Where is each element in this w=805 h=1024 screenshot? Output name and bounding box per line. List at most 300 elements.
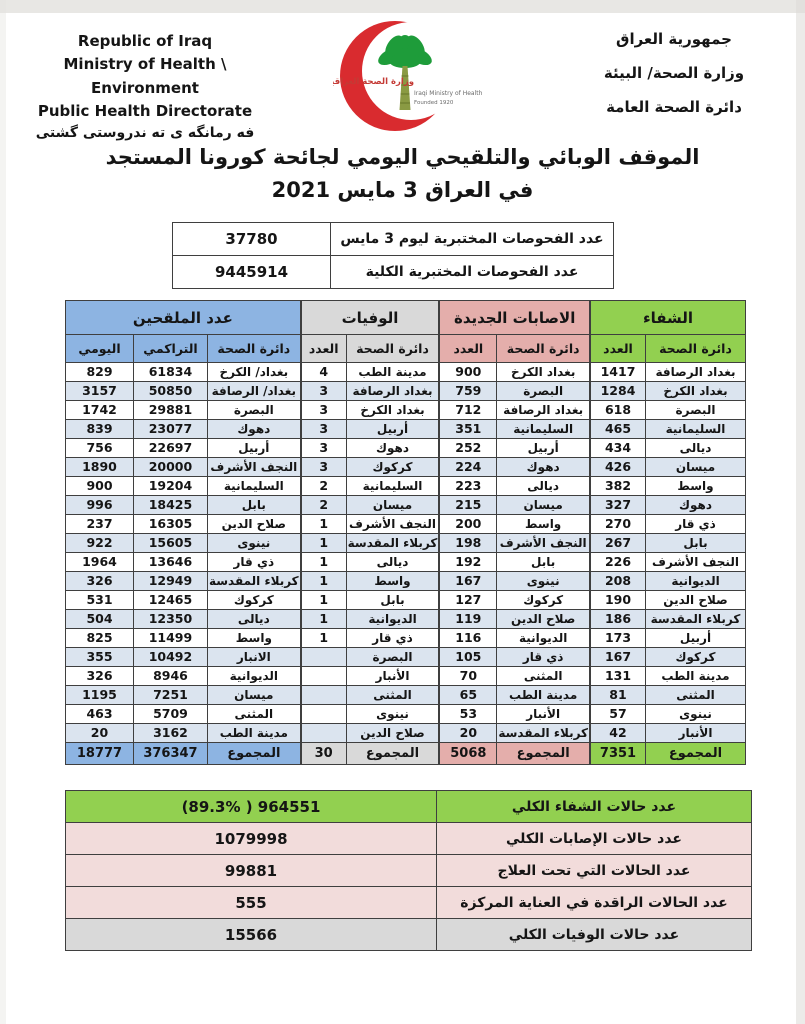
table-cell: 70 <box>440 667 497 686</box>
column-header-row <box>591 335 746 363</box>
table-row <box>591 515 746 534</box>
table-row <box>591 363 746 382</box>
logo-founded-text: Founded 1920 <box>414 100 454 106</box>
table-row <box>301 439 439 458</box>
daily-tests-value: 37780 <box>173 223 331 256</box>
table-row <box>301 572 439 591</box>
table-row <box>440 705 590 724</box>
table-cell: 7251 <box>133 686 207 705</box>
total-cell: 7351 <box>591 743 646 765</box>
table-row <box>173 223 614 256</box>
table-cell: واسط <box>646 477 746 496</box>
total-cell: 30 <box>301 743 346 765</box>
table-cell: دهوك <box>497 458 590 477</box>
table-cell: بابل <box>497 553 590 572</box>
header-arabic <box>585 30 763 132</box>
table-cell: صلاح الدين <box>346 724 439 743</box>
header-arabic-line1: جمهورية العراق <box>616 30 732 48</box>
table-row <box>440 553 590 572</box>
table-cell: 4 <box>301 363 346 382</box>
table-cell: 192 <box>440 553 497 572</box>
table-row <box>66 648 301 667</box>
table-cell: الأنبار <box>346 667 439 686</box>
table-row <box>301 648 439 667</box>
table-row <box>440 629 590 648</box>
summary-table <box>65 790 752 951</box>
table-cell: 759 <box>440 382 497 401</box>
table-row <box>591 420 746 439</box>
total-cell: 376347 <box>133 743 207 765</box>
table-cell: بغداد الرصافة <box>497 401 590 420</box>
table-cell: البصرة <box>207 401 300 420</box>
table-row <box>301 705 439 724</box>
table-cell: 1 <box>301 572 346 591</box>
table-cell: 252 <box>440 439 497 458</box>
column-header-row <box>66 335 301 363</box>
logo-arabic-text: وزارة الصحة العراقية <box>333 77 414 87</box>
table-cell: الأنبار <box>497 705 590 724</box>
table-cell: نينوى <box>646 705 746 724</box>
column-header: اليومي <box>66 335 134 363</box>
table-cell: نينوى <box>497 572 590 591</box>
table-cell: كركوك <box>207 591 300 610</box>
deaths-table-body <box>301 363 439 743</box>
table-cell: واسط <box>346 572 439 591</box>
table-row <box>301 629 439 648</box>
table-row <box>301 515 439 534</box>
governorate-tables <box>65 300 746 765</box>
table-cell: 996 <box>66 496 134 515</box>
total-row <box>591 743 746 765</box>
table-row <box>66 496 301 515</box>
table-row <box>440 610 590 629</box>
table-cell: 829 <box>66 363 134 382</box>
new-cases-table-body <box>440 363 590 743</box>
table-cell: 167 <box>591 648 646 667</box>
table-cell: 19204 <box>133 477 207 496</box>
table-cell: ذي قار <box>346 629 439 648</box>
table-cell: ميسان <box>346 496 439 515</box>
table-cell: دهوك <box>207 420 300 439</box>
table-cell: 531 <box>66 591 134 610</box>
table-cell: الديوانية <box>497 629 590 648</box>
table-cell: 426 <box>591 458 646 477</box>
table-cell: صلاح الدين <box>646 591 746 610</box>
table-row <box>66 705 301 724</box>
table-cell: ميسان <box>207 686 300 705</box>
summary-row-total-deaths <box>66 919 752 951</box>
table-cell: 1890 <box>66 458 134 477</box>
table-cell: أربيل <box>646 629 746 648</box>
table-cell: 116 <box>440 629 497 648</box>
table-cell: 10492 <box>133 648 207 667</box>
lab-tests-table <box>172 222 614 289</box>
table-row <box>440 572 590 591</box>
crescent-palm-logo-icon <box>333 14 491 142</box>
table-cell: 326 <box>66 667 134 686</box>
table-row <box>440 534 590 553</box>
table-cell: 3 <box>301 458 346 477</box>
table-cell: 1 <box>301 591 346 610</box>
icu-cases-label: عدد الحالات الراقدة في العناية المركزة <box>437 887 752 919</box>
table-row <box>591 724 746 743</box>
table-row <box>66 591 301 610</box>
table-cell: النجف الأشرف <box>346 515 439 534</box>
table-row <box>440 591 590 610</box>
total-cell: المجموع <box>497 743 590 765</box>
table-cell: مدينة الطب <box>497 686 590 705</box>
table-row <box>66 724 301 743</box>
header-english <box>26 30 264 145</box>
summary-row-icu <box>66 887 752 919</box>
table-cell: 65 <box>440 686 497 705</box>
table-cell: السليمانية <box>207 477 300 496</box>
table-row <box>301 686 439 705</box>
table-cell: مدينة الطب <box>346 363 439 382</box>
table-cell: بغداد الكرخ <box>497 363 590 382</box>
table-row <box>591 667 746 686</box>
column-header-row <box>440 335 590 363</box>
table-cell: 23077 <box>133 420 207 439</box>
deaths-table-title: الوفيات <box>301 301 439 335</box>
table-cell: مدينة الطب <box>207 724 300 743</box>
table-row <box>301 382 439 401</box>
table-row <box>66 439 301 458</box>
table-cell: البصرة <box>497 382 590 401</box>
table-row <box>591 496 746 515</box>
total-cases-label: عدد حالات الإصابات الكلي <box>437 823 752 855</box>
table-row <box>440 667 590 686</box>
table-cell: بابل <box>207 496 300 515</box>
table-cell: 226 <box>591 553 646 572</box>
table-cell: الديوانية <box>646 572 746 591</box>
table-row <box>66 553 301 572</box>
table-cell: 20 <box>440 724 497 743</box>
table-cell: 465 <box>591 420 646 439</box>
ministry-logo <box>333 14 491 146</box>
table-cell: 50850 <box>133 382 207 401</box>
table-cell: 900 <box>66 477 134 496</box>
table-cell: البصرة <box>646 401 746 420</box>
table-cell: أربيل <box>346 420 439 439</box>
table-cell: المثنى <box>646 686 746 705</box>
table-cell: 29881 <box>133 401 207 420</box>
table-cell: 215 <box>440 496 497 515</box>
table-cell: كركوك <box>346 458 439 477</box>
table-row <box>591 401 746 420</box>
table-row <box>440 648 590 667</box>
header-arabic-line3: دائرة الصحة العامة <box>606 98 742 116</box>
total-cell: المجموع <box>646 743 746 765</box>
table-cell: كركوك <box>646 648 746 667</box>
table-row <box>301 591 439 610</box>
table-cell: 2 <box>301 477 346 496</box>
table-cell: بغداد الكرخ <box>346 401 439 420</box>
table-cell: 463 <box>66 705 134 724</box>
table-row <box>301 458 439 477</box>
total-cell: 18777 <box>66 743 134 765</box>
table-row <box>440 477 590 496</box>
table-cell: 53 <box>440 705 497 724</box>
table-cell: المثنى <box>346 686 439 705</box>
table-row <box>301 534 439 553</box>
table-cell: 57 <box>591 705 646 724</box>
table-cell <box>301 705 346 724</box>
table-cell: 1417 <box>591 363 646 382</box>
table-cell: 1 <box>301 610 346 629</box>
table-cell: واسط <box>497 515 590 534</box>
table-cell: السليمانية <box>646 420 746 439</box>
column-header: دائرة الصحة <box>497 335 590 363</box>
table-cell: ذي قار <box>207 553 300 572</box>
table-row <box>301 724 439 743</box>
table-cell: كركوك <box>497 591 590 610</box>
table-cell: الانبار <box>207 648 300 667</box>
table-cell: دهوك <box>646 496 746 515</box>
table-cell: ذي قار <box>497 648 590 667</box>
table-row <box>440 515 590 534</box>
page-title-line2: في العراق 3 مايس 2021 <box>271 177 534 202</box>
table-cell: 504 <box>66 610 134 629</box>
table-row <box>66 667 301 686</box>
table-cell: 12465 <box>133 591 207 610</box>
table-row <box>440 363 590 382</box>
table-cell: كربلاء المقدسة <box>346 534 439 553</box>
table-cell: 355 <box>66 648 134 667</box>
table-cell: بغداد الرصافة <box>646 363 746 382</box>
table-cell: 81 <box>591 686 646 705</box>
table-cell: 327 <box>591 496 646 515</box>
total-recoveries-value: (89.3% ) 964551 <box>66 791 437 823</box>
table-cell: الديوانية <box>207 667 300 686</box>
table-row <box>591 439 746 458</box>
table-cell: 712 <box>440 401 497 420</box>
table-row <box>301 477 439 496</box>
deaths-table <box>301 300 440 765</box>
table-cell: 186 <box>591 610 646 629</box>
table-cell: 3162 <box>133 724 207 743</box>
vaccinated-table-body <box>66 363 301 743</box>
recovery-table <box>590 300 746 765</box>
table-cell: بغداد/ الرصافة <box>207 382 300 401</box>
table-cell: 127 <box>440 591 497 610</box>
table-row <box>66 477 301 496</box>
table-row <box>301 401 439 420</box>
table-row <box>440 401 590 420</box>
table-cell: 825 <box>66 629 134 648</box>
table-row <box>440 439 590 458</box>
total-recoveries-label: عدد حالات الشفاء الكلي <box>437 791 752 823</box>
table-cell <box>301 648 346 667</box>
table-row <box>591 572 746 591</box>
table-row <box>591 477 746 496</box>
table-cell: 16305 <box>133 515 207 534</box>
total-cell: 5068 <box>440 743 497 765</box>
table-row <box>301 667 439 686</box>
table-cell: ديالى <box>346 553 439 572</box>
table-cell: مدينة الطب <box>646 667 746 686</box>
table-cell: 5709 <box>133 705 207 724</box>
table-cell: 3 <box>301 382 346 401</box>
table-row <box>591 705 746 724</box>
table-row <box>66 420 301 439</box>
table-row <box>66 610 301 629</box>
total-tests-value: 9445914 <box>173 256 331 289</box>
table-cell: 131 <box>591 667 646 686</box>
column-header: العدد <box>440 335 497 363</box>
daily-tests-label: عدد الفحوصات المختبرية ليوم 3 مايس <box>331 223 614 256</box>
table-cell: 839 <box>66 420 134 439</box>
table-row <box>440 458 590 477</box>
table-cell: 237 <box>66 515 134 534</box>
table-cell: 267 <box>591 534 646 553</box>
table-cell: ديالى <box>646 439 746 458</box>
table-cell: 8946 <box>133 667 207 686</box>
table-cell: 61834 <box>133 363 207 382</box>
page-title <box>0 141 805 206</box>
header-english-line1: Republic of Iraq <box>77 32 213 50</box>
table-cell: 11499 <box>133 629 207 648</box>
table-cell: النجف الأشرف <box>497 534 590 553</box>
table-cell: الديوانية <box>346 610 439 629</box>
total-cases-value: 1079998 <box>66 823 437 855</box>
table-row <box>66 515 301 534</box>
table-cell: 223 <box>440 477 497 496</box>
table-cell <box>301 667 346 686</box>
table-cell <box>301 686 346 705</box>
column-header: العدد <box>301 335 346 363</box>
table-cell: 3157 <box>66 382 134 401</box>
column-header-row <box>301 335 439 363</box>
table-row <box>440 686 590 705</box>
table-row <box>591 382 746 401</box>
total-deaths-label: عدد حالات الوفيات الكلي <box>437 919 752 951</box>
table-cell: 12350 <box>133 610 207 629</box>
table-cell: الأنبار <box>646 724 746 743</box>
page-title-line1: الموقف الوبائي والتلقيحي اليومي لجائحة كورونا المستجد <box>105 145 700 169</box>
table-row <box>301 496 439 515</box>
table-cell: 18425 <box>133 496 207 515</box>
table-cell: بابل <box>646 534 746 553</box>
table-cell: 20000 <box>133 458 207 477</box>
table-cell: 3 <box>301 401 346 420</box>
table-row <box>591 648 746 667</box>
table-row <box>591 610 746 629</box>
table-cell: 42 <box>591 724 646 743</box>
table-cell: صلاح الدين <box>497 610 590 629</box>
table-cell: 190 <box>591 591 646 610</box>
header-arabic-line2: وزارة الصحة/ البيئة <box>603 64 745 82</box>
table-row <box>301 363 439 382</box>
table-row <box>66 686 301 705</box>
under-treatment-value: 99881 <box>66 855 437 887</box>
table-row <box>440 420 590 439</box>
table-cell: 2 <box>301 496 346 515</box>
total-tests-label: عدد الفحوصات المختبرية الكلية <box>331 256 614 289</box>
icu-cases-value: 555 <box>66 887 437 919</box>
header-english-line2: Ministry of Health \ Environment <box>63 55 227 97</box>
table-row <box>66 401 301 420</box>
table-cell: صلاح الدين <box>207 515 300 534</box>
summary-row-total-cases <box>66 823 752 855</box>
table-cell: 13646 <box>133 553 207 572</box>
table-row <box>173 256 614 289</box>
total-row <box>66 743 301 765</box>
table-cell: 1 <box>301 534 346 553</box>
vaccinated-table-title: عدد الملقحين <box>66 301 301 335</box>
table-cell: 208 <box>591 572 646 591</box>
table-cell: 900 <box>440 363 497 382</box>
table-cell: بابل <box>346 591 439 610</box>
table-cell: 12949 <box>133 572 207 591</box>
table-cell: 3 <box>301 420 346 439</box>
table-row <box>591 686 746 705</box>
table-row <box>440 382 590 401</box>
table-cell: كربلاء المقدسة <box>207 572 300 591</box>
table-cell: نينوى <box>207 534 300 553</box>
header-english-line3: Public Health Directorate <box>37 101 253 120</box>
column-header: العدد <box>591 335 646 363</box>
table-cell: 167 <box>440 572 497 591</box>
table-cell: 1 <box>301 629 346 648</box>
table-row <box>591 458 746 477</box>
table-cell: نينوى <box>346 705 439 724</box>
table-cell: بغداد الرصافة <box>346 382 439 401</box>
table-cell: ميسان <box>497 496 590 515</box>
table-row <box>591 534 746 553</box>
table-cell: أربيل <box>497 439 590 458</box>
new-cases-table <box>439 300 590 765</box>
table-cell: بغداد/ الكرخ <box>207 363 300 382</box>
table-cell: 105 <box>440 648 497 667</box>
total-cell: المجموع <box>207 743 300 765</box>
table-cell: 1964 <box>66 553 134 572</box>
table-cell: 270 <box>591 515 646 534</box>
table-row <box>66 363 301 382</box>
column-header: دائرة الصحة <box>346 335 439 363</box>
table-cell: 198 <box>440 534 497 553</box>
table-cell: أربيل <box>207 439 300 458</box>
column-header: دائرة الصحة <box>646 335 746 363</box>
table-row <box>66 458 301 477</box>
logo-english-text: Iraqi Ministry of Health <box>414 90 483 97</box>
scan-edge-top <box>0 0 805 13</box>
table-cell: 22697 <box>133 439 207 458</box>
table-cell: 1195 <box>66 686 134 705</box>
total-row <box>440 743 590 765</box>
table-cell: دهوك <box>346 439 439 458</box>
new-cases-table-title: الاصابات الجديدة <box>440 301 590 335</box>
table-cell: 434 <box>591 439 646 458</box>
table-cell: 326 <box>66 572 134 591</box>
table-row <box>66 629 301 648</box>
table-row <box>440 724 590 743</box>
column-header: التراكمي <box>133 335 207 363</box>
table-cell: البصرة <box>346 648 439 667</box>
table-cell: بغداد الكرخ <box>646 382 746 401</box>
column-header: دائرة الصحة <box>207 335 300 363</box>
table-cell: 173 <box>591 629 646 648</box>
table-cell: النجف الأشرف <box>646 553 746 572</box>
table-row <box>301 610 439 629</box>
table-cell: كربلاء المقدسة <box>646 610 746 629</box>
vaccinated-table <box>65 300 301 765</box>
table-cell: 3 <box>301 439 346 458</box>
table-cell: السليمانية <box>497 420 590 439</box>
table-cell: النجف الأشرف <box>207 458 300 477</box>
table-cell: 119 <box>440 610 497 629</box>
total-deaths-value: 15566 <box>66 919 437 951</box>
